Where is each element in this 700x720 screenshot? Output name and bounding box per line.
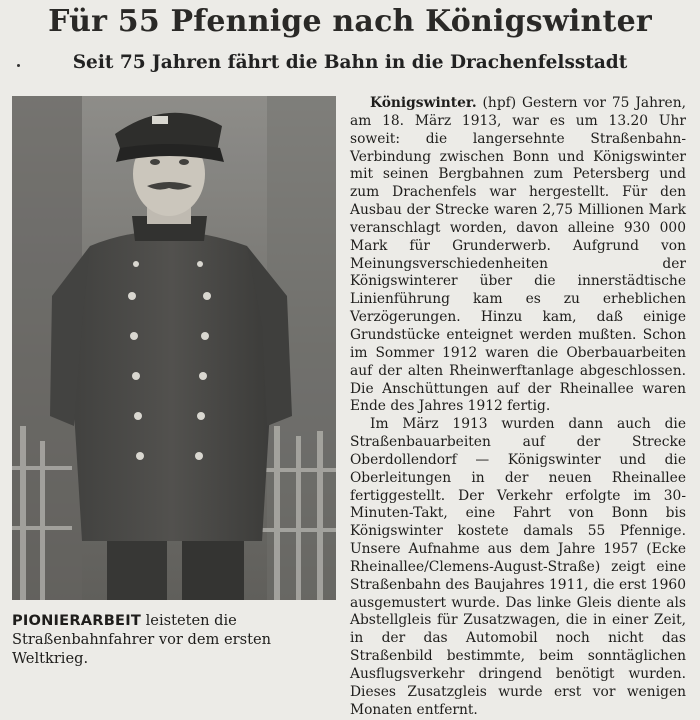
caption-text: leisteten die Straßenbahnfahrer vor dem ersten Weltkrieg.	[12, 612, 271, 667]
paragraph-1-text: (hpf) Gestern vor 75 Jahren, am 18. März 1913, war es um 13.20 Uhr soweit: die langersehnte Straßenbahn-Verbindung zwischen Bonn und Königswinter mit seinen Bergbahnen zum Petersberg und zum Drachenfels war hergestellt. Für den Ausbau der Strecke waren 2,75 Millionen Mark veranschlagt worden, davon alleine 930 000 Mark für Grunderwerb. Aufgrund von Meinungsverschiedenheiten der Königswinterer über die innerstädtische Linienführung kam es zu erheblichen Verzögerungen. Hinzu kam, daß einige Grundstücke enteignet werden mußten. Schon im Sommer 1912 waren die Oberbauarbeiten auf der alten Rheinwerftanlage abgeschlossen. Die Anschüttungen auf der Rheinallee waren Ende des Jahres 1912 fertig.	[350, 95, 686, 415]
bullet-dot	[17, 64, 20, 67]
article-paragraph-1	[350, 95, 686, 416]
photo-caption	[12, 611, 347, 668]
article-paragraph-2: Im März 1913 wurden dann auch die Straßenbauarbeiten auf der Strecke Oberdollendorf — Königswinter und die Oberleitungen in der neuen Rheinallee fertiggestellt. Der Verkehr erfolgte im 30-Minuten-Takt, eine Fahrt von Bonn bis Königswinter kostete damals 55 Pfennige. Unsere Aufnahme aus dem Jahre 1957 (Ecke Rheinallee/Clemens-August-Straße) zeigt eine Straßenbahn des Baujahres 1911, die erst 1960 ausgemustert wurde. Das linke Gleis diente als Abstellgleis für Zusatzwagen, die in einer Zeit, in der das Automobil noch nicht das Straßenbild bestimmte, beim sonntäglichen Ausflugsverkehr dringend benötigt wurden. Dieses Zusatzgleis wurde erst vor wenigen Monaten entfernt.	[350, 416, 686, 718]
subheadline: Seit 75 Jahren fährt die Bahn in die Drachenfelsstadt	[72, 52, 628, 73]
article-body	[350, 95, 686, 720]
historic-photo	[12, 96, 336, 600]
conductor-photo-icon	[12, 96, 336, 600]
caption-lead: PIONIERARBEIT	[12, 612, 141, 629]
dateline: Königswinter.	[370, 95, 477, 111]
headline: Für 55 Pfennige nach Königswinter	[48, 4, 652, 39]
